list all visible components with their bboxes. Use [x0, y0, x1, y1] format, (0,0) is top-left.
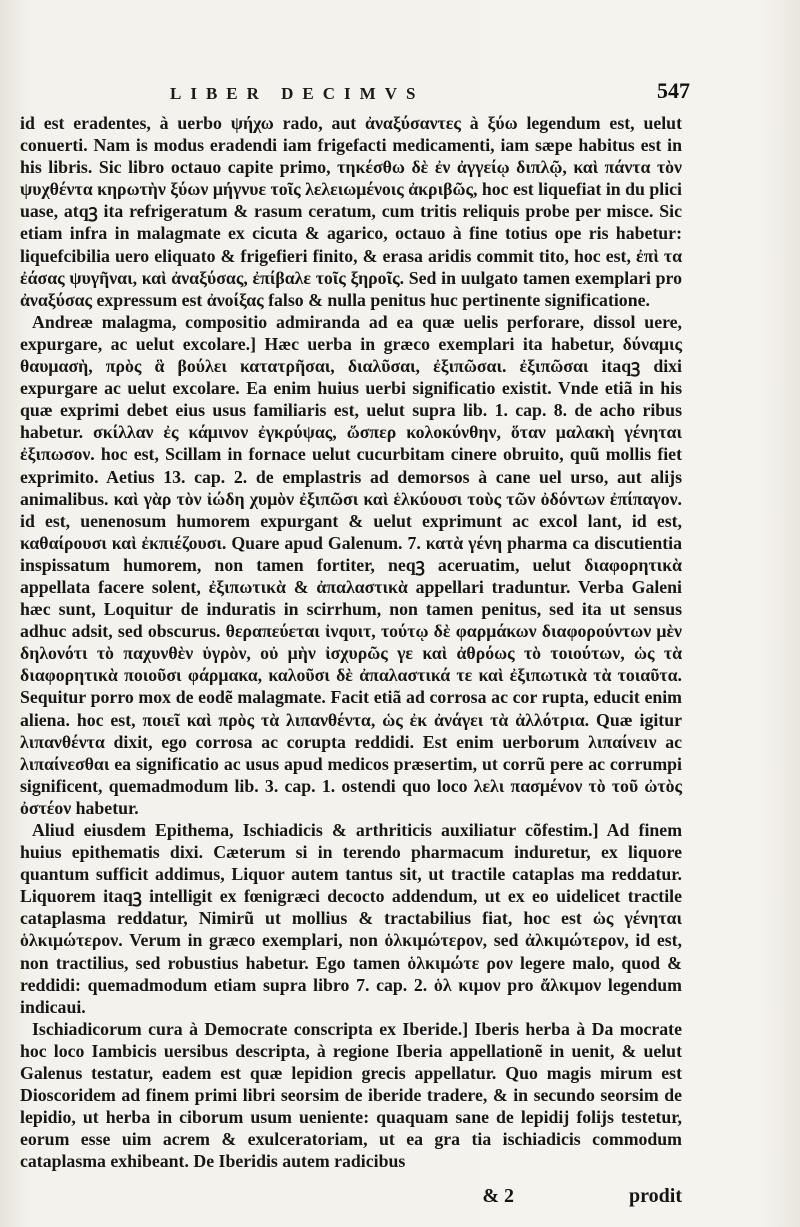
paragraph-1: id est eradentes, à uerbo ψήχω rado, aut ἀναξύσαντες à ξύω legendum est, uelut conuerti. Nam is modus eradendi iam frigefacti medicamenti, iam sæpe habitus est in his libris. Sic libro octauo capite primo, τηκέσθω δὲ ἐν ἀγγείῳ διπλῷ, καὶ πάντα τὸν ψυχθέντα κηρωτὴν ξύων μήγνυε τοῖς λελειωμένοις ἀκριβῶς, hoc est liquefiat in du plici uase, atqꝫ ita refrigeratum & rasum ceratum, cum tritis reliquis probe per misce. Sic etiam infra in malagmate ex cicuta & agarico, octauo à fine totius ope ris habetur: liquefcibilia uero eliquato & frigefieri finito, & erasa aridis commit tito, hoc est, ἐπὶ τα ἐάσας ψυγῆναι, καὶ ἀναξύσας, ἐπίβαλε τοῖς ξηροῖς. Sed in uulgato tamen exemplari pro ἀναξύσας expressum est ἀνοίξας falso & nulla penitus huc pertinente significatione.	[20, 113, 682, 310]
signature-mark: & 2	[482, 1185, 515, 1207]
page-number: 547	[657, 78, 690, 103]
main-text-block	[20, 112, 682, 1173]
page-footer	[482, 1185, 682, 1208]
paragraph-2: Andreæ malagma, compositio admiranda ad ea quæ uelis perforare, dissol uere, expurgare, ac uelut excolare.] Hæc uerba in græco exemplari ita habetur, δύναμις θαυμασὴ, πρὸς ἃ βούλει κατατρῆσαι, διαλῦσαι, ἐξιπῶσαι. ἐξιπῶσαι itaqꝫ dixi expurgare ac uelut excolare. Ea enim huius uerbi significatio existit. Vnde etiã in his quæ exprimi debet eius usus familiaris est, uelut supra lib. 1. cap. 8. de acho ribus habetur. σκίλλαν ἐς κάμινον ἐγκρύψας, ὥσπερ κολοκύνθην, ὅταν μαλακὴ γένηται ἐξιπωσον. hoc est, Scillam in fornace uelut cucurbitam cinere obruito, quũ mollis fiet exprimito. Aetius 13. cap. 2. de emplastris ad demorsos à cane uel urso, aut alijs animalibus. καὶ γὰρ τὸν ἰώδη χυμὸν ἐξιπῶσι καὶ ἑλκύουσι τοὺς τῶν ὀδόντων ἐπίπαγον. id est, uenenosum humorem expurgant & uelut exprimunt ac excol lant, id est, καθαίρουσι καὶ ἐκπιέζουσι. Quare apud Galenum. 7. κατὰ γένη pharma ca discutientia inspissatum humorem, non tamen fortiter, neqꝫ aceruatim, uelut διαφορητικὰ appellata facere solent, ἐξιπωτικὰ & ἀπαλαστικὰ appellari traduntur. Verba Galeni hæc sunt, Loquitur de induratis in scirrhum, non tamen penitus, sed ita ut sensus adhuc adsit, sed obscurus. θεραπεύεται ἰνqυιτ, τούτῳ δὲ φαρμάκων διαφορούντων μὲν δηλονότι τὸ παχυνθὲν ὑγρὸν, οὐ μὴν ἰσχυρῶς γε καὶ ἀθρόως τὸ τοιούτων, ὡς τὰ διαφορητικὰ ποιοῦσι φάρμακα, καλοῦσι δὲ ἀπαλαστικά τε καὶ ἐξιπωτικὰ τὰ τοιαῦτα. Sequitur porro mox de eodẽ malagmate. Facit etiã ad corrosa ac cor rupta, educit enim aliena. hoc est, ποιεῖ καὶ πρὸς τὰ λιπανθέντα, ὡς ἐκ ἀνάγει τὰ ἀλλότρια. Quæ igitur λιπανθέντα dixit, ego corrosa ac corupta reddidi. Est enim uerborum λιπαίνειν ac λιπαίνεσθαι ea significatio ac usus apud medicos præsertim, ut corrũ pere ac corrumpi significent, quemadmodum lib. 3. cap. 1. ostendi quo loco λελι πασμένον τὸ τοῦ ὠτὸς ὀστέον habetur.	[20, 311, 682, 818]
running-title: LIBER DECIMVS	[170, 84, 425, 103]
paragraph-4: Ischiadicorum cura à Democrate conscripta ex Iberide.] Iberis herba à Da mocrate hoc loco Iambicis uersibus descripta, à regione Iberia appellationẽ in uenit, & uelut Galenus testatur, eadem est quæ lepidion grecis appellatur. Quo magis mirum est Dioscoridem ad finem primi libri seorsim de iberide tradere, & in secundo seorsim de lepidio, ut herba in ciborum usum ueniente: quaquam sane de lepidij folijs testetur, eorum esse uim acrem & exulceratoriam, ut ea gra tia ischiadicis commodum cataplasma exhibeant. De Iberidis autem radicibus	[20, 1018, 682, 1172]
page-header	[170, 78, 690, 108]
paragraph-3: Aliud eiusdem Epithema, Ischiadicis & arthriticis auxiliatur cõfestim.] Ad finem huius epithematis dixi. Cæterum si in terendo pharmacum induretur, ex liquore quantum sufficit addimus, Liquor autem tantus sit, ut tractile cataplas ma reddatur. Liquorem itaqꝫ intelligit ex fœnigræci decocto addendum, ut ex eo uidelicet tractile cataplasma reddatur, Nimirũ ut mollius & tractabilius fiat, hoc est ὡς γένηται ὁλκιμώτερον. Verum in græco exemplari, non ὁλκιμώτερον, sed ἀλκιμώτερον, id est, non tractilius, sed robustius habetur. Ego tamen ὁλκιμώτε ρον legere malo, quod & reddidi: quemadmodum etiam supra libro 7. cap. 2. ὁλ κιμον pro ἄλκιμον legendum indicaui.	[20, 820, 682, 1017]
catchword: prodit	[629, 1185, 682, 1207]
